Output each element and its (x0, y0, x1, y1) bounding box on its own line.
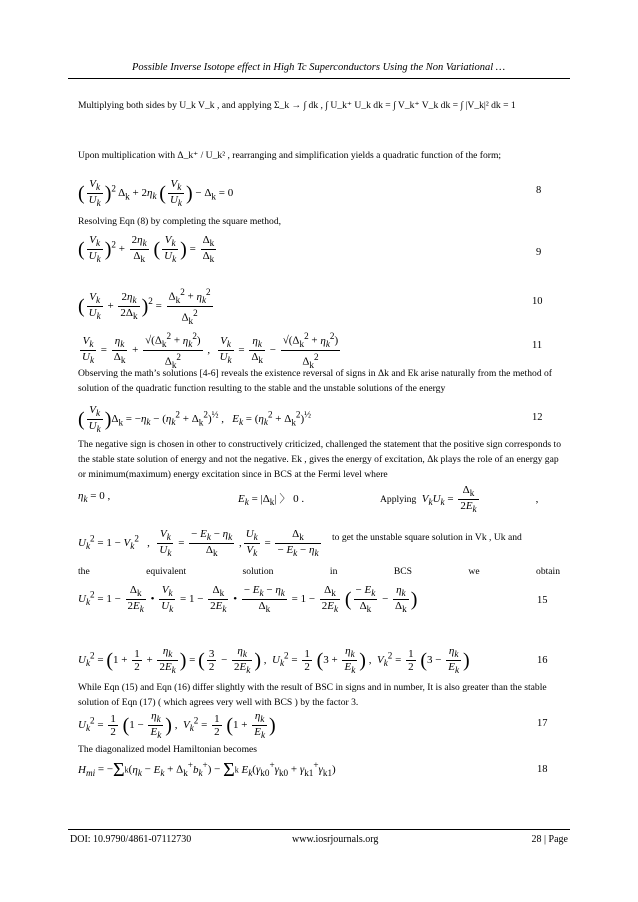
eq-number-15: 15 (537, 595, 548, 606)
applying-line: Applying $V_kU_k$ = $\frac{\Delta_k}{2E_k}$ , (380, 484, 539, 515)
while-paragraph: While Eqn (15) and Eqn (16) differ slightly with the result of BSC in signs and in number, It is also greater than the stable solution of Eqn (17) ( which agrees very well with BCS ) by the factor 3. (78, 682, 547, 708)
eq-number-18: 18 (537, 764, 548, 775)
eq-number-16: 16 (537, 655, 548, 666)
resolving-line (78, 216, 281, 227)
observing-paragraph: Observing the math’s solutions [4-6] reveals the existence reversal of signs in Δk and Ek arise naturally from the method of solution of the quadratic function resulting to the stable and the unstable solutions of the energy (78, 368, 553, 394)
multiply-text: Multiplying both sides by U_k V_k , and applying Σ_k → ∫ dk , ∫ U_k⁺ U_k dk = ∫ V_k⁺ V_k dk = ∫ |V_k|² dk = 1 (78, 100, 516, 111)
upon-text: Upon multiplication with Δ_k⁺ / U_k² , rearranging and simplification yields a quadratic function of the form; (78, 150, 502, 161)
equation-10: ( $\frac{V_k}{U_k}$ + $\frac{2\eta_k}{2\Delta_k}$ )$^2$ = $\frac{\Delta_k^2 + \eta_k^2}{\Delta_k^2}$ (78, 287, 211, 326)
hamiltonian-line (78, 744, 257, 755)
equation-8: ( $\frac{V_k}{U_k}$ )$^2$ $\Delta_k + 2\eta_k$ ( $\frac{V_k}{U_k}$ ) − $\Delta_k = 0$ (78, 178, 234, 209)
resolving-text: Resolving Eqn (8) by completing the square method, (78, 216, 282, 227)
eq-number-17: 17 (537, 718, 548, 729)
footer-rule (68, 829, 570, 830)
eq-number-9: 9 (536, 247, 542, 258)
equation-16: $U_k^2 = (1$ + $\frac{1}{2}$ + $\frac{\eta_k}{2E_k}$ ) = ( $\frac{3}{2}$ − $\frac{\eta_k}{2E_k}$ ) , $U_k^2$ = $\frac{1}{2}$ (3 + $\frac{\eta_k}{E_k}$ ) , $V_k^2$ = $\frac{1}{2}$ (3 − $\frac{\eta_k}{E_k}$ ) (78, 645, 470, 676)
equation-17: $U_k^2$ = $\frac{1}{2}$ (1 − $\frac{\eta_k}{E_k}$ ) , $V_k^2$ = $\frac{1}{2}$ (1 + $\frac{\eta_k}{E_k}$ ) (78, 710, 276, 741)
equivalent-text: the equivalent solution in BCS we obtain (78, 566, 560, 577)
equivalent-line (78, 566, 560, 577)
hamiltonian-text: The diagonalized model Hamiltonian becomes (78, 744, 258, 755)
equation-15: $U_k^2 = 1$ − $\frac{\Delta_k}{2E_k}$ • $\frac{V_k}{U_k}$ = 1 − $\frac{\Delta_k}{2E_k}$ • $\frac{- E_k - \eta_k}{\Delta_k}$ = 1 − $\frac{\Delta_k}{2E_k}$ ( $\frac{- E_k}{\Delta_k}$ − $\frac{\eta_k}{\Delta_k}$ ) (78, 584, 418, 615)
equation-18: $H_{mi} = -\Sigma k(\eta_k - E_k + \Delta_k^+b_k^+) - \Sigma k$ $E_k(\gamma_{k0}^+\gamma_{k0} + \gamma_{k1}^+\gamma_{k1})$ (78, 759, 336, 782)
footer-site: www.iosrjournals.org (292, 834, 379, 845)
multiply-line (78, 100, 516, 111)
ek-abs-line: $E_k = |\Delta_k|$ 〉 0 . (238, 493, 305, 508)
equation-12: ( $\frac{V_k}{U_k}$ )$\Delta_k = -\eta_k - (\eta_k^2 + \Delta_k^2)^{\frac{1}{2}}$ , $E_k = (\eta_k^2 + \Delta_k^2)^{\frac{1}{2}}$ (78, 404, 312, 435)
eta-zero-line: $\eta_k = 0$ , (78, 490, 111, 505)
equation-9: ( $\frac{V_k}{U_k}$ )$^2$ + $\frac{2\eta_k}{\Delta_k}$ ( $\frac{V_k}{U_k}$ ) = $\frac{\Delta_k}{\Delta_k}$ (78, 234, 215, 265)
eq-number-8: 8 (536, 185, 542, 196)
running-header: Possible Inverse Isotope effect in High Tc Superconductors Using the Non Variational … (132, 62, 506, 73)
negative-sign-paragraph: The negative sign is chosen in other to constructively criticized, challenged the statement that the positive sign corresponds to the stable state solution of energy and not the negative. Ek , gives the energy of excitation, Δk plays the role of an energy gap or minimum(maximum) energy excitation since in BCS at the Fermi level where (78, 439, 562, 480)
eq-number-10: 10 (532, 296, 543, 307)
footer-doi: DOI: 10.9790/4861-07112730 (70, 834, 192, 845)
eq-number-12: 12 (532, 412, 543, 423)
header-rule (68, 78, 570, 79)
footer-page-number: 28 | Page (531, 834, 568, 845)
upon-line (78, 150, 501, 161)
uk-relation-line: $U_k^2 = 1 - V_k^2$ , $\frac{V_k}{U_k}$ = $\frac{- E_k - \eta_k}{\Delta_k}$ , $\frac{U_k}{V_k}$ = $\frac{\Delta_k}{- E_k - \eta_k}$ (78, 528, 319, 559)
equation-11: $\frac{V_k}{U_k}$ = $\frac{\eta_k}{\Delta_k}$ + $\frac{√(\Delta_k^2 + \eta_k^2)}{\Delta_k^2}$ , $\frac{V_k}{U_k}$ = $\frac{\eta_k}{\Delta_k}$ − $\frac{√(\Delta_k^2 + \eta_k^2)}{\Delta_k^2}$ (82, 331, 339, 370)
unstable-text: to get the unstable square solution in Vk , Uk and (332, 532, 522, 543)
eq-number-11: 11 (532, 340, 543, 351)
applying-text: Applying (380, 494, 417, 506)
